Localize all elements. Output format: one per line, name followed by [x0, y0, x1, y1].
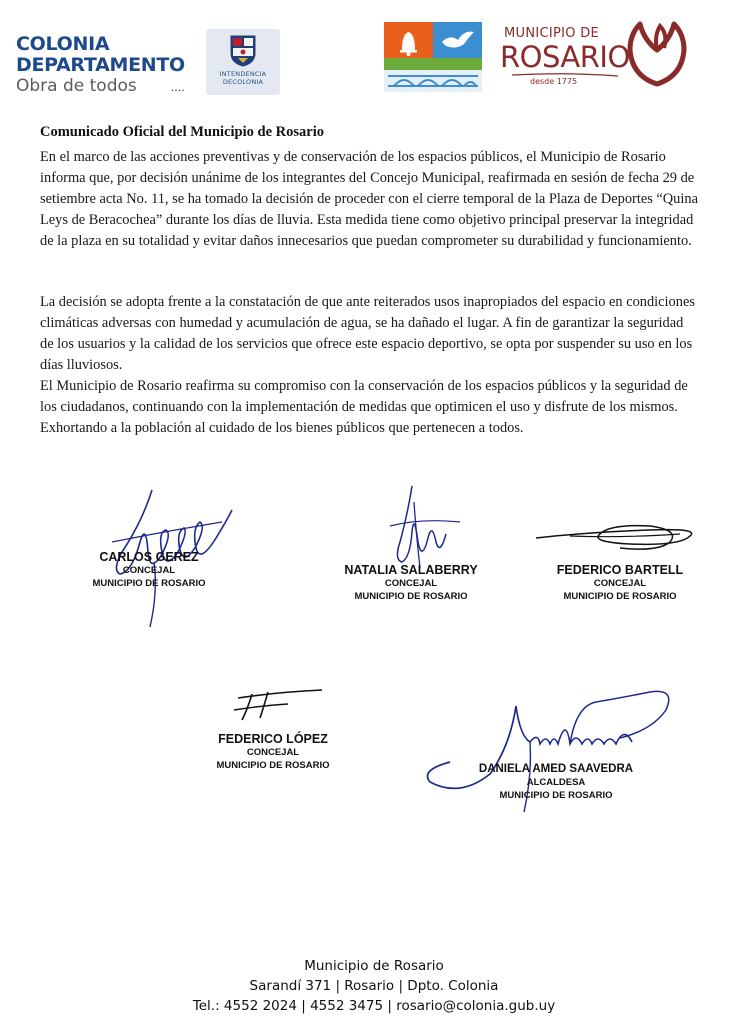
document-title: Comunicado Oficial del Municipio de Rosario [40, 124, 324, 140]
municipio-rosario-logo [498, 20, 698, 90]
signatory-role: ALCALDESA [526, 777, 586, 788]
signatory-name: NATALIA SALABERRY [344, 563, 478, 577]
colonia-departamento-logo [16, 34, 185, 98]
intendencia-line2: DECOLONIA [222, 78, 264, 86]
signatory-name: DANIELA AMED SAAVEDRA [478, 763, 634, 775]
signature-natalia-salaberry [380, 482, 470, 572]
tulip-icon [624, 20, 690, 88]
intendencia-line1: INTENDENCIA [219, 70, 267, 78]
colonia-logo-line1: COLONIA [16, 33, 110, 55]
signatory-name: CARLOS GEREZ [99, 550, 199, 564]
signatory-5 [476, 762, 636, 802]
intendencia-colonia-logo [206, 29, 280, 95]
signatory-4 [198, 732, 348, 772]
signatory-name: FEDERICO LÓPEZ [218, 732, 328, 746]
signatory-org: MUNICIPIO DE ROSARIO [92, 578, 206, 589]
footer-contact [0, 956, 748, 1016]
signature-federico-bartell [530, 512, 710, 562]
coat-of-arms-icon [230, 35, 256, 67]
signatory-org: MUNICIPIO DE ROSARIO [354, 591, 468, 602]
signatory-role: CONCEJAL [246, 747, 300, 758]
signatory-1 [84, 550, 214, 590]
signatory-2 [336, 563, 486, 603]
colonia-logo-line2: DEPARTAMENTO [16, 54, 185, 76]
signatory-3 [540, 563, 700, 603]
colonia-tagline-text: Obra de todos [16, 76, 137, 96]
municipio-logo-line2: ROSARIO [500, 40, 630, 74]
signatory-org: MUNICIPIO DE ROSARIO [499, 790, 613, 801]
signatory-org: MUNICIPIO DE ROSARIO [216, 760, 330, 771]
intendencia-text [206, 70, 280, 86]
colonia-tagline-dots: .... [170, 81, 185, 94]
colonia-tagline [16, 76, 185, 98]
municipio-logo-line1: MUNICIPIO DE [504, 26, 600, 41]
signature-federico-lopez [228, 686, 328, 726]
paragraph-2: La decisión se adopta frente a la constatación de que ante reiterados usos inapropiados del espacio en condiciones climáticas adversas con humedad y acumulación de agua, se ha dañado el lugar. A fin de garantizar la seguridad de los usuarios y la calidad de los servicios que ofrece este espacio deportivo, se opta por suspender su uso en los días lluviosos. [40, 294, 695, 373]
footer-line-1: Municipio de Rosario [304, 958, 444, 974]
municipio-logo-since: desde 1775 [530, 77, 578, 86]
signatory-name: FEDERICO BARTELL [556, 563, 684, 577]
signatory-role: CONCEJAL [593, 578, 647, 589]
rosario-flag-icon [384, 22, 482, 92]
paragraph-1: En el marco de las acciones preventivas y de conservación de los espacios públicos, el Municipio de Rosario informa que, por decisión unánime de los integrantes del Concejo Municipal, reafirmada en sesión de fecha 29 de setiembre acta No. 11, se ha tomado la decisión de proceder con el cierre temporal de la Plaza de Deportes “Quina Leys de Beracochea” durante los días de lluvia. Esta medida tiene como objetivo principal preservar la integridad de la plaza en su totalidad y evitar daños innecesarios que puedan comprometer su durabilidad y funcionamiento. [40, 149, 698, 249]
signatory-role: CONCEJAL [122, 565, 176, 576]
footer-line-2: Sarandí 371 | Rosario | Dpto. Colonia [249, 978, 499, 994]
footer-line-3: Tel.: 4552 2024 | 4552 3475 | rosario@colonia.gub.uy [192, 998, 556, 1014]
paragraph-3: El Municipio de Rosario reafirma su compromiso con la conservación de los espacios públicos y la seguridad de los ciudadanos, continuando con la implementación de medidas que optimicen el uso y disfrute de los mismos. Exhortando a la población al cuidado de los bienes públicos que pertenecen a todos. [40, 378, 688, 436]
signatory-org: MUNICIPIO DE ROSARIO [563, 591, 677, 602]
signatory-role: CONCEJAL [384, 578, 438, 589]
